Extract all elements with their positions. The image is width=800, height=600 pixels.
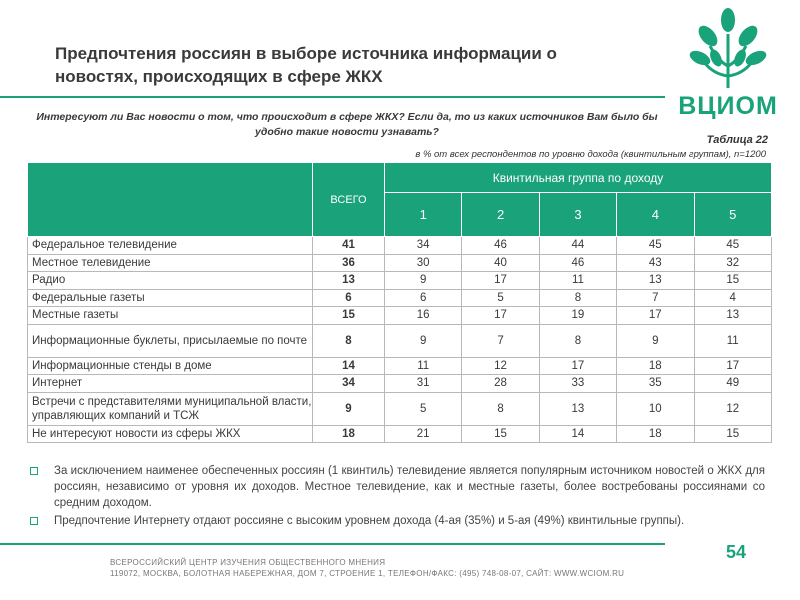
square-bullet-icon <box>30 467 38 475</box>
cell-value: 13 <box>694 307 772 325</box>
cell-total: 14 <box>313 357 385 375</box>
footer-org-name: ВСЕРОССИЙСКИЙ ЦЕНТР ИЗУЧЕНИЯ ОБЩЕСТВЕННОГО МНЕНИЯ <box>110 558 386 567</box>
cell-value: 32 <box>694 254 772 272</box>
table-row <box>28 307 772 325</box>
cell-value: 17 <box>462 307 539 325</box>
table-row <box>28 272 772 290</box>
cell-total: 34 <box>313 375 385 393</box>
table-row <box>28 425 772 443</box>
header-quintile-group: Квинтильная группа по доходу <box>385 163 772 193</box>
cell-value: 8 <box>539 324 616 357</box>
header-quintile: 4 <box>617 193 694 237</box>
finding-item <box>30 513 765 529</box>
cell-value: 15 <box>694 425 772 443</box>
footer-address: 119072, МОСКВА, БОЛОТНАЯ НАБЕРЕЖНАЯ, ДОМ 7, СТРОЕНИЕ 1, ТЕЛЕФОН/ФАКС: (495) 748-08-07, САЙТ: WWW.WCIOM.RU <box>110 569 625 578</box>
cell-value: 10 <box>617 392 694 425</box>
finding-text: За исключением наименее обеспеченных россиян (1 квинтиль) телевидение является популярным источником новостей о ЖКХ для россиян, независимо от уровня их доходов. Местное телевидение, как и местные газеты, более востребованы россиянами со средним доходом. <box>54 465 765 509</box>
cell-value: 8 <box>539 289 616 307</box>
cell-value: 28 <box>462 375 539 393</box>
cell-value: 17 <box>539 357 616 375</box>
header-quintile: 3 <box>539 193 616 237</box>
header-quintile: 2 <box>462 193 539 237</box>
cell-value: 35 <box>617 375 694 393</box>
row-label: Интернет <box>28 375 313 393</box>
cell-value: 17 <box>694 357 772 375</box>
table-row <box>28 254 772 272</box>
cell-total: 18 <box>313 425 385 443</box>
finding-text: Предпочтение Интернету отдают россияне с высоким уровнем дохода (4-ая (35%) и 5-ая (49%) квинтильные группы). <box>54 515 685 527</box>
row-label: Не интересуют новости из сферы ЖКХ <box>28 425 313 443</box>
cell-value: 18 <box>617 357 694 375</box>
cell-value: 33 <box>539 375 616 393</box>
cell-value: 15 <box>694 272 772 290</box>
cell-value: 9 <box>385 324 462 357</box>
cell-value: 17 <box>462 272 539 290</box>
cell-value: 44 <box>539 237 616 255</box>
row-label: Информационные буклеты, присылаемые по почте <box>28 324 313 357</box>
bottom-divider <box>0 543 665 545</box>
square-bullet-icon <box>30 517 38 525</box>
findings-list <box>30 463 765 531</box>
cell-value: 9 <box>617 324 694 357</box>
data-table <box>27 162 772 443</box>
cell-value: 11 <box>385 357 462 375</box>
cell-value: 46 <box>539 254 616 272</box>
header-total: ВСЕГО <box>313 163 385 237</box>
table-row <box>28 357 772 375</box>
cell-value: 14 <box>539 425 616 443</box>
table-note: в % от всех респондентов по уровню дохода (квинтильным группам), n=1200 <box>415 149 766 160</box>
slide-title: Предпочтения россиян в выборе источника информации о новостях, происходящих в сфере ЖКХ <box>55 44 557 86</box>
cell-value: 13 <box>539 392 616 425</box>
row-label: Федеральные газеты <box>28 289 313 307</box>
row-label: Федеральное телевидение <box>28 237 313 255</box>
cell-value: 11 <box>539 272 616 290</box>
cell-total: 6 <box>313 289 385 307</box>
finding-item <box>30 463 765 511</box>
cell-value: 45 <box>617 237 694 255</box>
cell-value: 43 <box>617 254 694 272</box>
cell-total: 9 <box>313 392 385 425</box>
table-number: Таблица 22 <box>706 134 768 146</box>
cell-value: 31 <box>385 375 462 393</box>
cell-value: 49 <box>694 375 772 393</box>
header-quintile: 5 <box>694 193 772 237</box>
cell-value: 19 <box>539 307 616 325</box>
cell-value: 4 <box>694 289 772 307</box>
table-row <box>28 324 772 357</box>
cell-value: 5 <box>385 392 462 425</box>
footer <box>110 557 624 579</box>
cell-value: 21 <box>385 425 462 443</box>
table-row <box>28 375 772 393</box>
cell-total: 41 <box>313 237 385 255</box>
page-number: 54 <box>726 542 747 562</box>
cell-value: 18 <box>617 425 694 443</box>
cell-value: 11 <box>694 324 772 357</box>
cell-value: 40 <box>462 254 539 272</box>
cell-value: 5 <box>462 289 539 307</box>
cell-value: 13 <box>617 272 694 290</box>
cell-value: 12 <box>462 357 539 375</box>
cell-total: 15 <box>313 307 385 325</box>
cell-value: 16 <box>385 307 462 325</box>
cell-value: 17 <box>617 307 694 325</box>
cell-value: 46 <box>462 237 539 255</box>
cell-total: 36 <box>313 254 385 272</box>
cell-value: 6 <box>385 289 462 307</box>
cell-value: 8 <box>462 392 539 425</box>
cell-value: 30 <box>385 254 462 272</box>
cell-value: 7 <box>617 289 694 307</box>
cell-total: 13 <box>313 272 385 290</box>
table-row <box>28 289 772 307</box>
logo-wordmark: ВЦИОМ <box>678 92 778 120</box>
header-corner <box>28 163 313 237</box>
row-label: Встречи с представителями муниципальной власти, управляющих компаний и ТСЖ <box>28 392 313 425</box>
cell-total: 8 <box>313 324 385 357</box>
row-label: Информационные стенды в доме <box>28 357 313 375</box>
cell-value: 7 <box>462 324 539 357</box>
cell-value: 12 <box>694 392 772 425</box>
top-divider <box>0 96 665 98</box>
cell-value: 34 <box>385 237 462 255</box>
cell-value: 45 <box>694 237 772 255</box>
row-label: Радио <box>28 272 313 290</box>
table-row <box>28 392 772 425</box>
header-quintile: 1 <box>385 193 462 237</box>
survey-question: Интересуют ли Вас новости о том, что происходит в сфере ЖКХ? Если да, то из каких источников Вам было бы удобно такие новости узнавать? <box>36 111 658 138</box>
table-row <box>28 237 772 255</box>
cell-value: 15 <box>462 425 539 443</box>
cell-value: 9 <box>385 272 462 290</box>
row-label: Местное телевидение <box>28 254 313 272</box>
row-label: Местные газеты <box>28 307 313 325</box>
